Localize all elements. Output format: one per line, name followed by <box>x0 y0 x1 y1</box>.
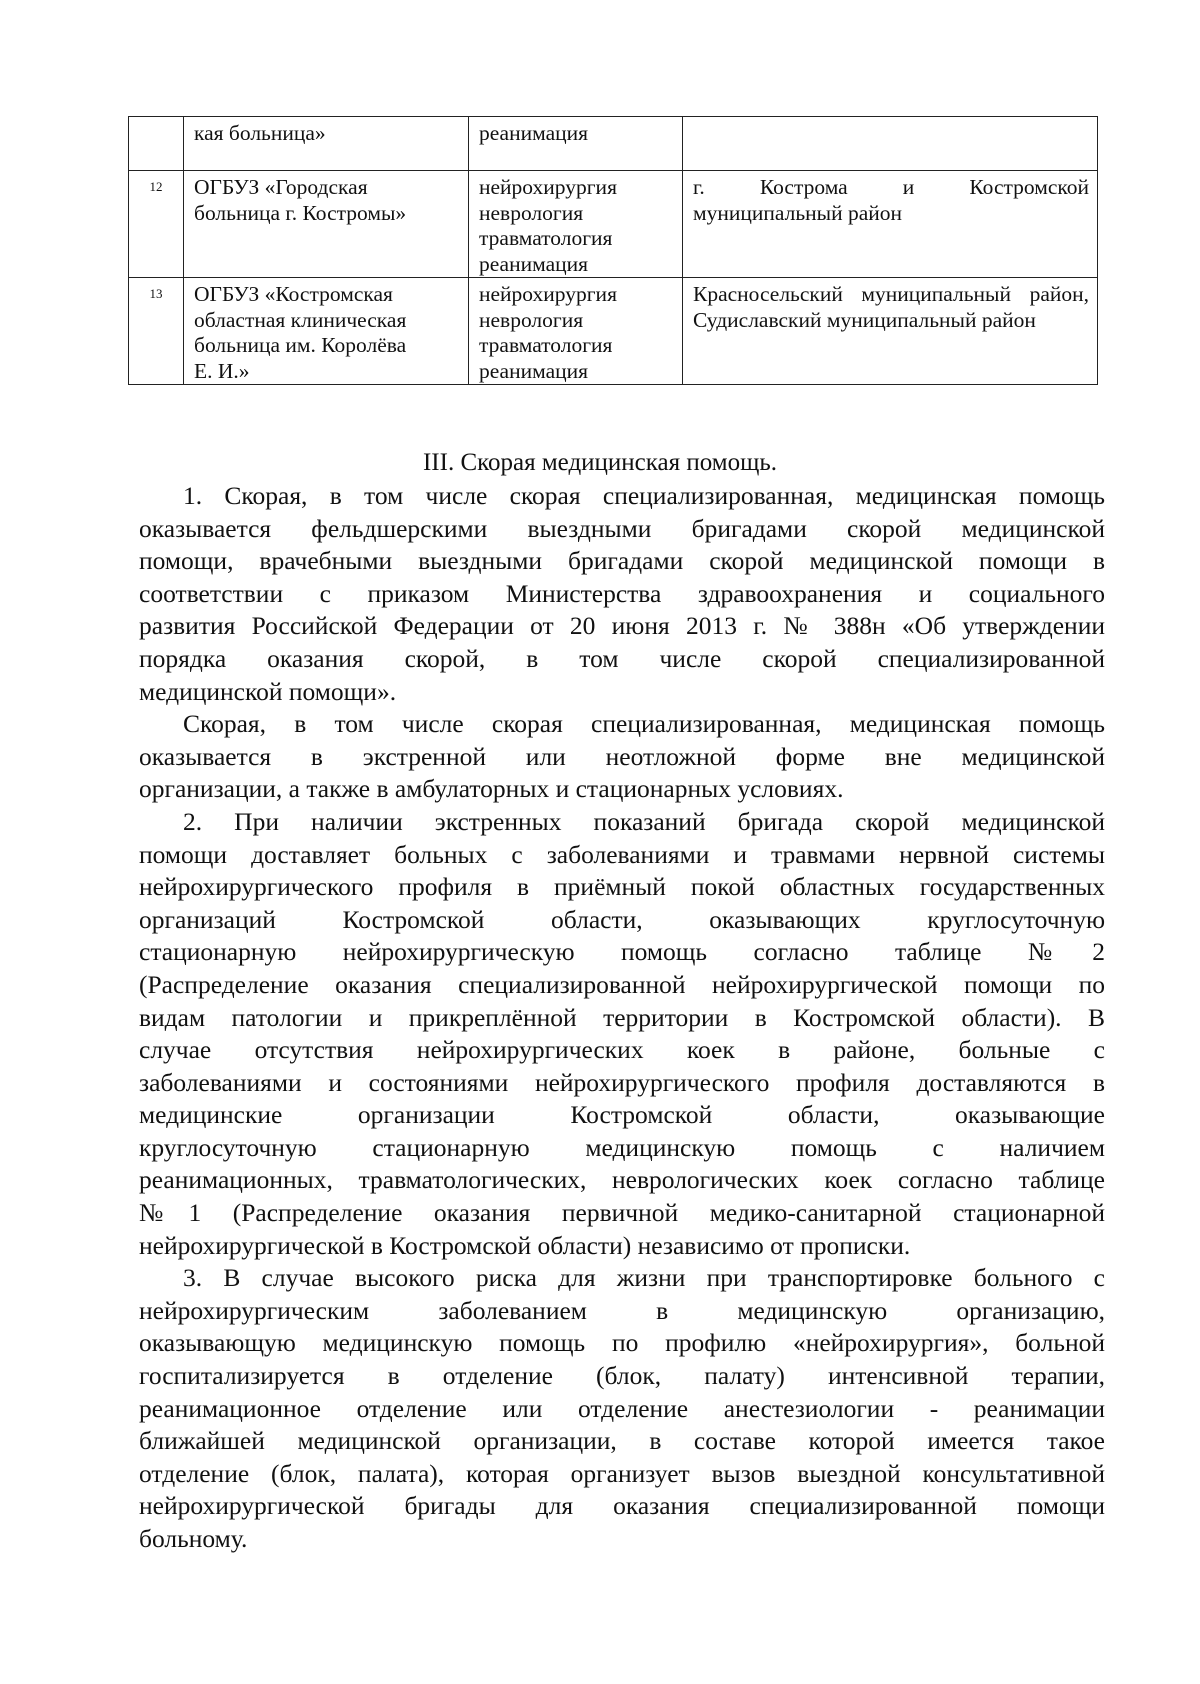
text-line: случае отсутствия нейрохирургических коек в районе, больные с <box>139 1035 1105 1065</box>
text-line: №1 (Распределение оказания первичной медико-санитарной стационарной <box>139 1198 1105 1228</box>
paragraph <box>139 708 1105 806</box>
text-line: реанимационное отделение или отделение анестезиологии - реанимации <box>139 1393 1105 1423</box>
cell-line: больница г. Костромы» <box>194 200 407 225</box>
paragraph <box>139 480 1105 708</box>
text-line: медицинской помощи». <box>139 676 397 706</box>
table-row <box>129 171 1098 278</box>
text-line: 3. В случае высокого риска для жизни при транспортировке больного с <box>183 1263 1105 1293</box>
text-line: нейрохирургического профиля в приёмный покой областных государственных <box>139 872 1105 902</box>
cell-line: ОГБУЗ «Костромская <box>194 282 393 306</box>
text-line: оказывается фельдшерскими выездными бригадами скорой медицинской <box>139 513 1105 543</box>
text-line: нейрохирургической бригады для оказания специализированной помощи <box>139 1491 1105 1521</box>
text-line: круглосуточную стационарную медицинскую помощь с наличием <box>139 1132 1105 1162</box>
text-line: соответствии с приказом Министерства здравоохранения и социального <box>139 578 1105 608</box>
text-line: помощи доставляет больных с заболеваниями и травмами нервной системы <box>139 839 1105 869</box>
text-line: порядка оказания скорой, в том числе скорой специализированной <box>139 643 1105 673</box>
cell-line: травматология <box>479 333 613 357</box>
text-line: развития Российской Федерации от 20 июня 2013 г. № 388н «Об утверждении <box>139 611 1105 641</box>
profiles-cell <box>469 171 683 278</box>
text-line: (Распределение оказания специализированной нейрохирургической помощи по <box>139 969 1105 999</box>
text-line: ближайшей медицинской организации, в составе которой имеется такое <box>139 1426 1105 1456</box>
text-line: госпитализируется в отделение (блок, палату) интенсивной терапии, <box>139 1361 1105 1391</box>
territory-cell <box>683 171 1098 278</box>
cell-line: реанимация <box>479 251 589 276</box>
cell-line: Судиславский муниципальный район <box>693 307 1036 332</box>
table-row <box>129 278 1098 385</box>
text-line: оказывается в экстренной или неотложной форме вне медицинской <box>139 741 1105 771</box>
cell-line: муниципальный район <box>693 200 903 225</box>
text-line: организаций Костромской области, оказывающих круглосуточную <box>139 904 1105 934</box>
cell-line: больница им. Королёва <box>194 333 407 357</box>
text-line: помощи, врачебными выездными бригадами скорой медицинской помощи в <box>139 546 1105 576</box>
text-line: организации, а также в амбулаторных и стационарных условиях. <box>139 774 844 804</box>
paragraph <box>139 806 1105 1262</box>
text-line: 2. При наличии экстренных показаний бригада скорой медицинской <box>183 806 1105 836</box>
row-number-cell: 12 <box>129 171 184 278</box>
text-line: оказывающую медицинскую помощь по профилю «нейрохирургия», больной <box>139 1328 1105 1358</box>
profiles-cell <box>469 278 683 385</box>
territory-cell <box>683 117 1098 171</box>
paragraph <box>139 1262 1105 1555</box>
section-body <box>139 480 1105 1556</box>
territory-cell <box>683 278 1098 385</box>
organization-cell <box>184 278 469 385</box>
text-line: видам патологии и прикреплённой территории в Костромской области). В <box>139 1002 1105 1032</box>
organization-cell <box>184 117 469 171</box>
text-line: заболеваниями и состояниями нейрохирургического профиля доставляются в <box>139 1067 1105 1097</box>
cell-line: ОГБУЗ «Городская <box>194 175 368 199</box>
cell-line: нейрохирургия <box>479 175 617 199</box>
text-line: нейрохирургической в Костромской области) независимо от прописки. <box>139 1230 911 1260</box>
organization-cell <box>184 171 469 278</box>
profiles-cell <box>469 117 683 171</box>
row-number-cell <box>129 117 184 171</box>
text-line: больному. <box>139 1524 248 1553</box>
table-row <box>129 117 1098 171</box>
cell-line: неврология <box>479 307 584 332</box>
cell-line: реанимация <box>479 358 589 383</box>
cell-line: Е. И.» <box>194 358 250 383</box>
cell-line: областная клиническая <box>194 307 407 332</box>
section-heading: III. Скорая медицинская помощь. <box>422 449 778 476</box>
distribution-table <box>128 116 1098 385</box>
text-line: медицинские организации Костромской области, оказывающие <box>139 1100 1105 1130</box>
cell-line: травматология <box>479 226 613 250</box>
cell-line: Красносельский муниципальный район, <box>693 282 1089 306</box>
text-line: отделение (блок, палата), которая организует вызов выездной консультативной <box>139 1458 1105 1488</box>
cell-line: нейрохирургия <box>479 282 617 306</box>
cell-line: реанимация <box>479 121 589 145</box>
text-line: Скорая, в том числе скорая специализированная, медицинская помощь <box>183 709 1105 739</box>
text-line: реанимационных, травматологических, неврологических коек согласно таблице <box>139 1165 1105 1195</box>
row-number-cell: 13 <box>129 278 184 385</box>
text-line: 1. Скорая, в том числе скорая специализированная, медицинская помощь <box>183 481 1105 510</box>
cell-line: кая больница» <box>194 121 326 145</box>
text-line: стационарную нейрохирургическую помощь согласно таблице №2 <box>139 937 1105 967</box>
cell-line: г. Кострома и Костромской <box>693 175 1089 199</box>
cell-line: неврология <box>479 200 584 225</box>
text-line: нейрохирургическим заболеванием в медицинскую организацию, <box>139 1295 1105 1325</box>
